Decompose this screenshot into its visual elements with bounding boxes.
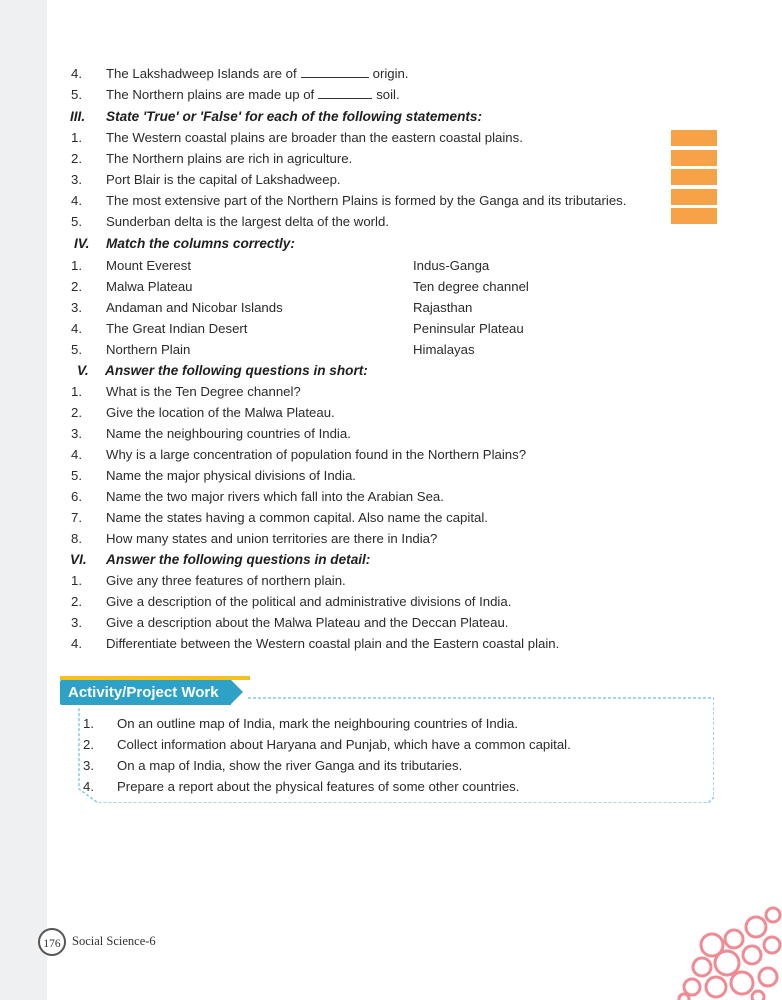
left-margin-strip [0, 0, 47, 1000]
decorative-bubbles-icon [672, 905, 782, 1000]
side-tabs [671, 130, 717, 228]
fill-blank [318, 86, 372, 99]
side-tab [671, 208, 717, 224]
side-tab [671, 150, 717, 166]
fill-blank [301, 65, 369, 78]
book-title: Social Science-6 [72, 934, 156, 948]
side-tab [671, 189, 717, 205]
activity-title-banner: Activity/Project Work [60, 680, 231, 705]
page-number: 176 [38, 928, 66, 956]
side-tab [671, 130, 717, 146]
side-tab [671, 169, 717, 185]
